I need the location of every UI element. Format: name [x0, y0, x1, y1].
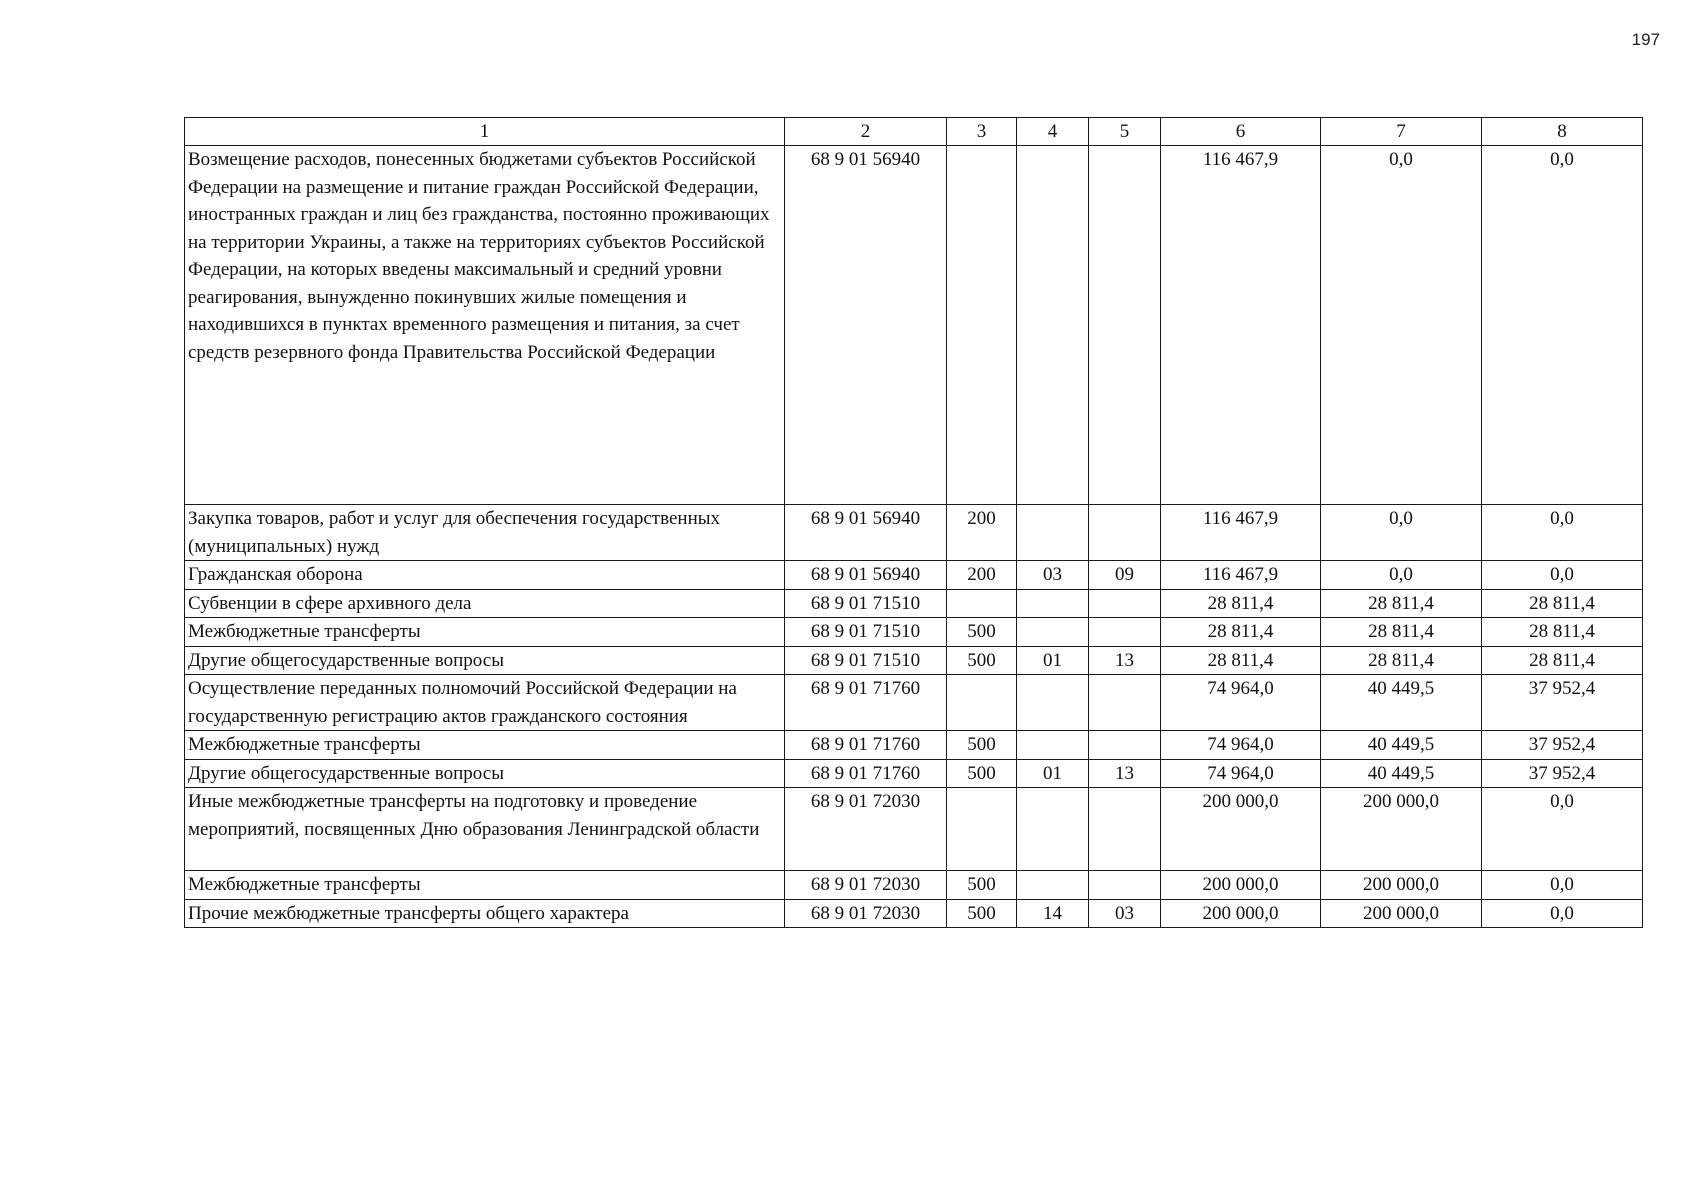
row-code: 68 9 01 71510: [785, 618, 947, 647]
row-name: Иные межбюджетные трансферты на подготовку и проведение мероприятий, посвященных Дню образования Ленинградской области: [185, 788, 785, 871]
header-row: [185, 118, 1643, 146]
row-value-8: 28 811,4: [1482, 646, 1643, 675]
row-col-5: [1089, 788, 1161, 871]
row-col-3: 500: [947, 759, 1017, 788]
table-row: [185, 675, 1643, 731]
row-value-6: 116 467,9: [1161, 561, 1321, 590]
row-value-6: 74 964,0: [1161, 675, 1321, 731]
row-col-4: 01: [1017, 646, 1089, 675]
row-code: 68 9 01 71760: [785, 675, 947, 731]
row-col-5: 13: [1089, 646, 1161, 675]
row-value-8: 0,0: [1482, 899, 1643, 928]
table-row: [185, 561, 1643, 590]
row-code: 68 9 01 56940: [785, 505, 947, 561]
row-value-7: 28 811,4: [1321, 618, 1482, 647]
row-col-4: 03: [1017, 561, 1089, 590]
row-value-6: 200 000,0: [1161, 871, 1321, 900]
row-value-7: 40 449,5: [1321, 759, 1482, 788]
row-code: 68 9 01 71510: [785, 589, 947, 618]
row-col-4: 14: [1017, 899, 1089, 928]
row-col-5: 09: [1089, 561, 1161, 590]
header-col-7: 7: [1321, 118, 1482, 146]
row-value-8: 28 811,4: [1482, 589, 1643, 618]
row-value-7: 28 811,4: [1321, 646, 1482, 675]
table-row: [185, 731, 1643, 760]
row-value-8: 0,0: [1482, 561, 1643, 590]
row-value-7: 0,0: [1321, 561, 1482, 590]
row-col-5: 03: [1089, 899, 1161, 928]
row-value-7: 0,0: [1321, 146, 1482, 505]
row-col-5: [1089, 505, 1161, 561]
row-col-3: [947, 788, 1017, 871]
row-name: Межбюджетные трансферты: [185, 731, 785, 760]
row-name: Субвенции в сфере архивного дела: [185, 589, 785, 618]
row-col-4: [1017, 788, 1089, 871]
row-code: 68 9 01 72030: [785, 788, 947, 871]
row-value-7: 28 811,4: [1321, 589, 1482, 618]
row-col-4: [1017, 589, 1089, 618]
row-code: 68 9 01 56940: [785, 146, 947, 505]
row-value-8: 37 952,4: [1482, 731, 1643, 760]
row-col-3: [947, 675, 1017, 731]
row-col-4: [1017, 505, 1089, 561]
row-col-3: [947, 146, 1017, 505]
row-code: 68 9 01 71510: [785, 646, 947, 675]
header-col-5: 5: [1089, 118, 1161, 146]
row-col-4: [1017, 675, 1089, 731]
header-col-3: 3: [947, 118, 1017, 146]
row-name: Осуществление переданных полномочий Российской Федерации на государственную регистрацию актов гражданского состояния: [185, 675, 785, 731]
row-col-3: 500: [947, 899, 1017, 928]
row-code: 68 9 01 72030: [785, 871, 947, 900]
row-name: Другие общегосударственные вопросы: [185, 759, 785, 788]
row-code: 68 9 01 71760: [785, 731, 947, 760]
row-value-8: 28 811,4: [1482, 618, 1643, 647]
row-name: Гражданская оборона: [185, 561, 785, 590]
row-col-3: [947, 589, 1017, 618]
row-col-5: [1089, 618, 1161, 647]
table-row: [185, 505, 1643, 561]
row-col-3: 200: [947, 561, 1017, 590]
header-col-4: 4: [1017, 118, 1089, 146]
row-value-8: 37 952,4: [1482, 759, 1643, 788]
row-name: Другие общегосударственные вопросы: [185, 646, 785, 675]
row-col-5: [1089, 731, 1161, 760]
page-number: 197: [1631, 30, 1660, 49]
row-value-6: 116 467,9: [1161, 146, 1321, 505]
header-col-8: 8: [1482, 118, 1643, 146]
row-value-6: 200 000,0: [1161, 788, 1321, 871]
row-value-6: 74 964,0: [1161, 731, 1321, 760]
row-col-4: 01: [1017, 759, 1089, 788]
row-value-8: 37 952,4: [1482, 675, 1643, 731]
row-col-4: [1017, 618, 1089, 647]
row-value-8: 0,0: [1482, 505, 1643, 561]
table-row: [185, 788, 1643, 871]
row-value-7: 200 000,0: [1321, 788, 1482, 871]
table-row: [185, 589, 1643, 618]
row-value-7: 200 000,0: [1321, 899, 1482, 928]
row-value-6: 28 811,4: [1161, 589, 1321, 618]
row-col-5: [1089, 675, 1161, 731]
row-value-6: 74 964,0: [1161, 759, 1321, 788]
row-col-5: [1089, 871, 1161, 900]
row-value-6: 200 000,0: [1161, 899, 1321, 928]
row-col-5: [1089, 589, 1161, 618]
row-col-3: 500: [947, 871, 1017, 900]
row-col-3: 500: [947, 646, 1017, 675]
row-code: 68 9 01 56940: [785, 561, 947, 590]
table-row: [185, 759, 1643, 788]
header-col-6: 6: [1161, 118, 1321, 146]
row-value-7: 0,0: [1321, 505, 1482, 561]
row-value-8: 0,0: [1482, 788, 1643, 871]
row-name: Возмещение расходов, понесенных бюджетами субъектов Российской Федерации на размещение и питание граждан Российской Федерации, иностранных граждан и лиц без гражданства, постоянно проживающих на территории Украины, а также на территориях субъектов Российской Федерации, на которых введены максимальный и средний уровни реагирования, вынужденно покинувших жилые помещения и находившихся в пунктах временного размещения и питания, за счет средств резервного фонда Правительства Российской Федерации: [185, 146, 785, 505]
row-col-4: [1017, 146, 1089, 505]
row-name: Межбюджетные трансферты: [185, 618, 785, 647]
table-header: [185, 118, 1643, 146]
row-col-3: 200: [947, 505, 1017, 561]
row-code: 68 9 01 71760: [785, 759, 947, 788]
budget-table: [184, 117, 1643, 928]
row-col-4: [1017, 871, 1089, 900]
header-col-2: 2: [785, 118, 947, 146]
row-name: Прочие межбюджетные трансферты общего характера: [185, 899, 785, 928]
row-col-5: 13: [1089, 759, 1161, 788]
row-col-3: 500: [947, 618, 1017, 647]
row-value-8: 0,0: [1482, 146, 1643, 505]
row-value-7: 200 000,0: [1321, 871, 1482, 900]
table-row: [185, 646, 1643, 675]
row-code: 68 9 01 72030: [785, 899, 947, 928]
row-value-6: 116 467,9: [1161, 505, 1321, 561]
table-row: [185, 618, 1643, 647]
row-value-7: 40 449,5: [1321, 731, 1482, 760]
row-value-6: 28 811,4: [1161, 618, 1321, 647]
row-value-7: 40 449,5: [1321, 675, 1482, 731]
row-value-6: 28 811,4: [1161, 646, 1321, 675]
table-row: [185, 146, 1643, 505]
row-value-8: 0,0: [1482, 871, 1643, 900]
row-col-3: 500: [947, 731, 1017, 760]
header-col-1: 1: [185, 118, 785, 146]
row-name: Закупка товаров, работ и услуг для обеспечения государственных (муниципальных) нужд: [185, 505, 785, 561]
table-row: [185, 899, 1643, 928]
table-body: [185, 146, 1643, 928]
table-row: [185, 871, 1643, 900]
row-col-4: [1017, 731, 1089, 760]
row-col-5: [1089, 146, 1161, 505]
row-name: Межбюджетные трансферты: [185, 871, 785, 900]
